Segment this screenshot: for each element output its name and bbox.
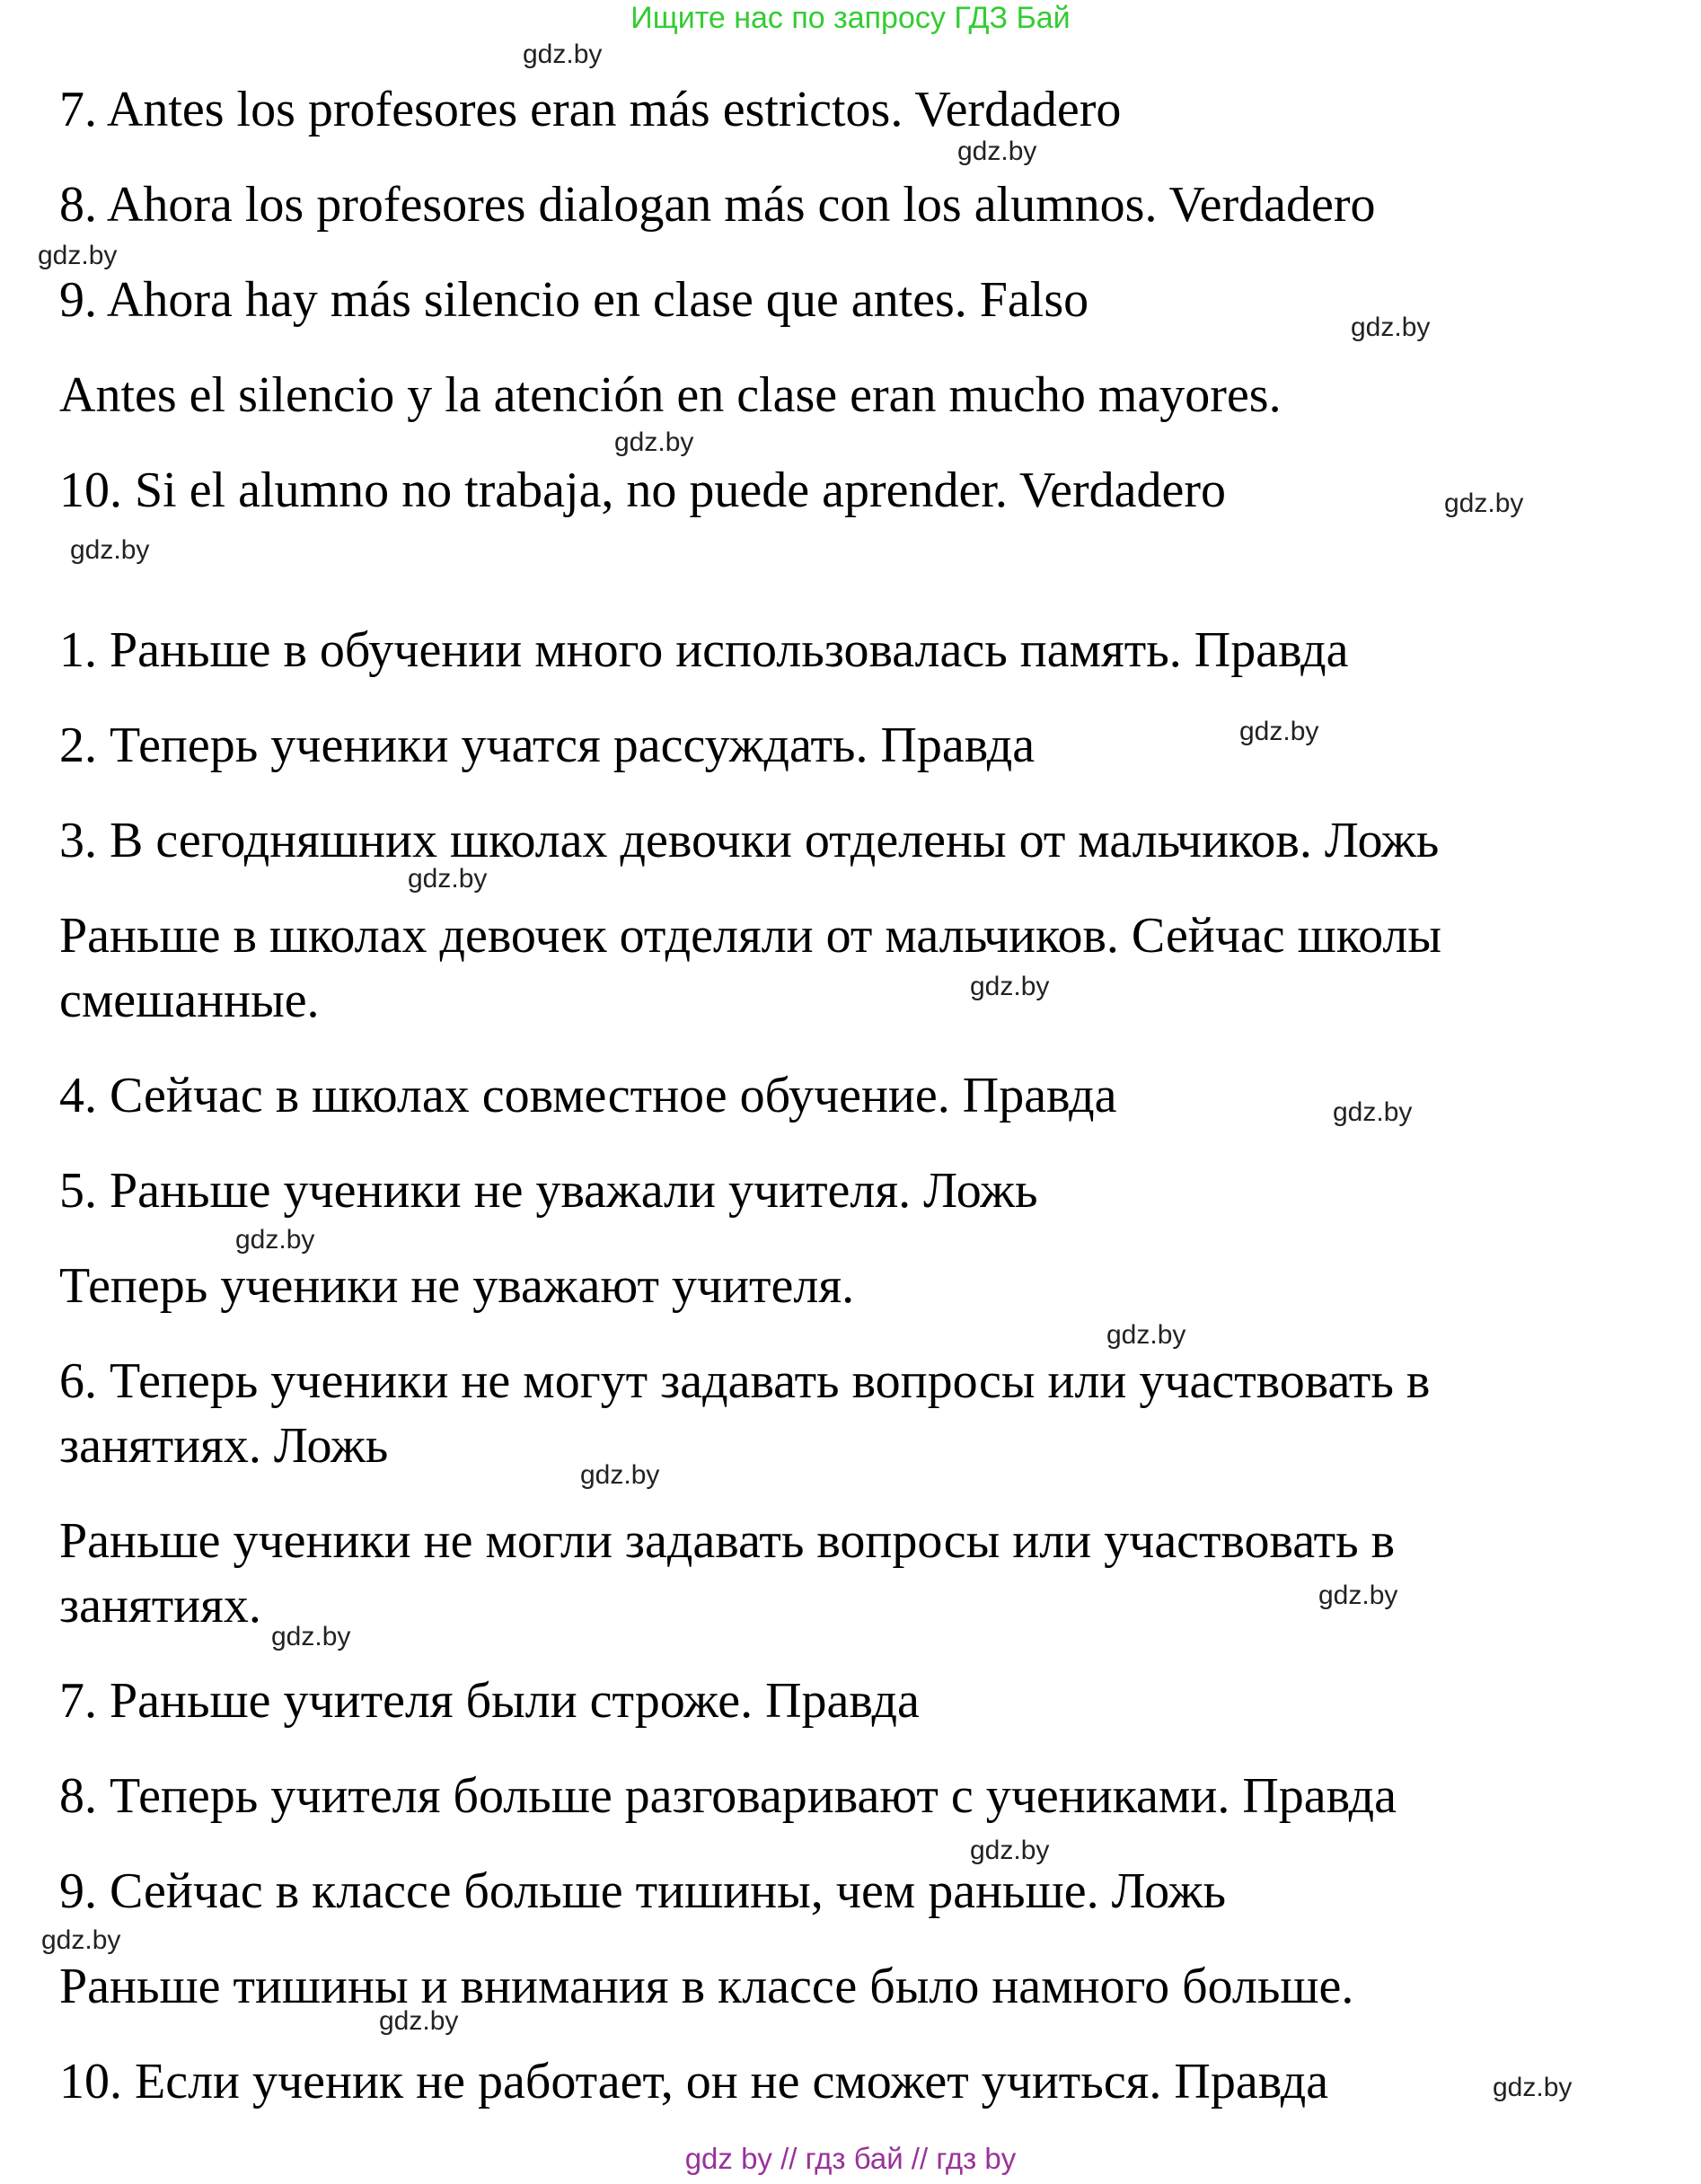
russian-line-15: 9. Сейчас в классе больше тишины, чем раньше. Ложь xyxy=(59,1863,1226,1919)
watermark: gdz.by xyxy=(70,535,150,565)
russian-line-13: 7. Раньше учителя были строже. Правда xyxy=(59,1673,920,1729)
watermark: gdz.by xyxy=(235,1225,315,1255)
russian-line-9: 6. Теперь ученики не могут задавать вопросы или участвовать в xyxy=(59,1353,1431,1409)
watermark: gdz.by xyxy=(1106,1320,1186,1350)
russian-line-3: 3. В сегодняшних школах девочки отделены от мальчиков. Ложь xyxy=(59,813,1440,868)
watermark: gdz.by xyxy=(1333,1097,1413,1127)
watermark: gdz.by xyxy=(271,1622,351,1651)
watermark: gdz.by xyxy=(1318,1581,1398,1610)
russian-line-7: 5. Раньше ученики не уважали учителя. Ложь xyxy=(59,1163,1038,1219)
watermark: gdz.by xyxy=(957,136,1037,166)
watermark: gdz.by xyxy=(379,2006,459,2036)
watermark: gdz.by xyxy=(1351,313,1431,342)
watermark: gdz.by xyxy=(41,1925,121,1955)
watermark: gdz.by xyxy=(970,972,1050,1001)
russian-line-12: занятиях. xyxy=(59,1578,261,1634)
header-banner: Ищите нас по запросу ГДЗ Бай xyxy=(630,1,1071,35)
spanish-line-2: 8. Ahora los profesores dialogan más con los alumnos. Verdadero xyxy=(59,177,1376,233)
watermark: gdz.by xyxy=(580,1460,660,1490)
russian-line-14: 8. Теперь учителя больше разговаривают с учениками. Правда xyxy=(59,1768,1397,1824)
footer-banner: gdz by // гдз бай // гдз by xyxy=(684,2142,1017,2175)
russian-line-17: 10. Если ученик не работает, он не сможет учиться. Правда xyxy=(59,2054,1329,2109)
russian-line-11: Раньше ученики не могли задавать вопросы или участвовать в xyxy=(59,1513,1396,1569)
russian-line-4: Раньше в школах девочек отделяли от мальчиков. Сейчас школы xyxy=(59,908,1441,964)
spanish-line-4: Antes el silencio y la atención en clase eran mucho mayores. xyxy=(59,367,1282,423)
russian-line-16: Раньше тишины и внимания в классе было намного больше. xyxy=(59,1959,1354,2014)
spanish-line-3: 9. Ahora hay más silencio en clase que antes. Falso xyxy=(59,272,1089,328)
watermark: gdz.by xyxy=(1444,489,1524,518)
russian-line-5: смешанные. xyxy=(59,973,320,1028)
watermark: gdz.by xyxy=(1239,717,1319,746)
spanish-line-5: 10. Si el alumno no trabaja, no puede aprender. Verdadero xyxy=(59,462,1226,518)
russian-line-8: Теперь ученики не уважают учителя. xyxy=(59,1258,855,1314)
russian-line-1: 1. Раньше в обучении много использовалась память. Правда xyxy=(59,622,1349,678)
russian-line-6: 4. Сейчас в школах совместное обучение. Правда xyxy=(59,1068,1117,1123)
watermark: gdz.by xyxy=(523,40,603,69)
watermark: gdz.by xyxy=(1493,2073,1573,2102)
russian-line-2: 2. Теперь ученики учатся рассуждать. Правда xyxy=(59,718,1036,773)
spanish-line-1: 7. Antes los profesores eran más estrictos. Verdadero xyxy=(59,82,1122,137)
watermark: gdz.by xyxy=(970,1836,1050,1865)
watermark: gdz.by xyxy=(614,427,694,457)
russian-line-10: занятиях. Ложь xyxy=(59,1418,389,1474)
watermark: gdz.by xyxy=(38,241,118,270)
watermark: gdz.by xyxy=(408,864,488,894)
